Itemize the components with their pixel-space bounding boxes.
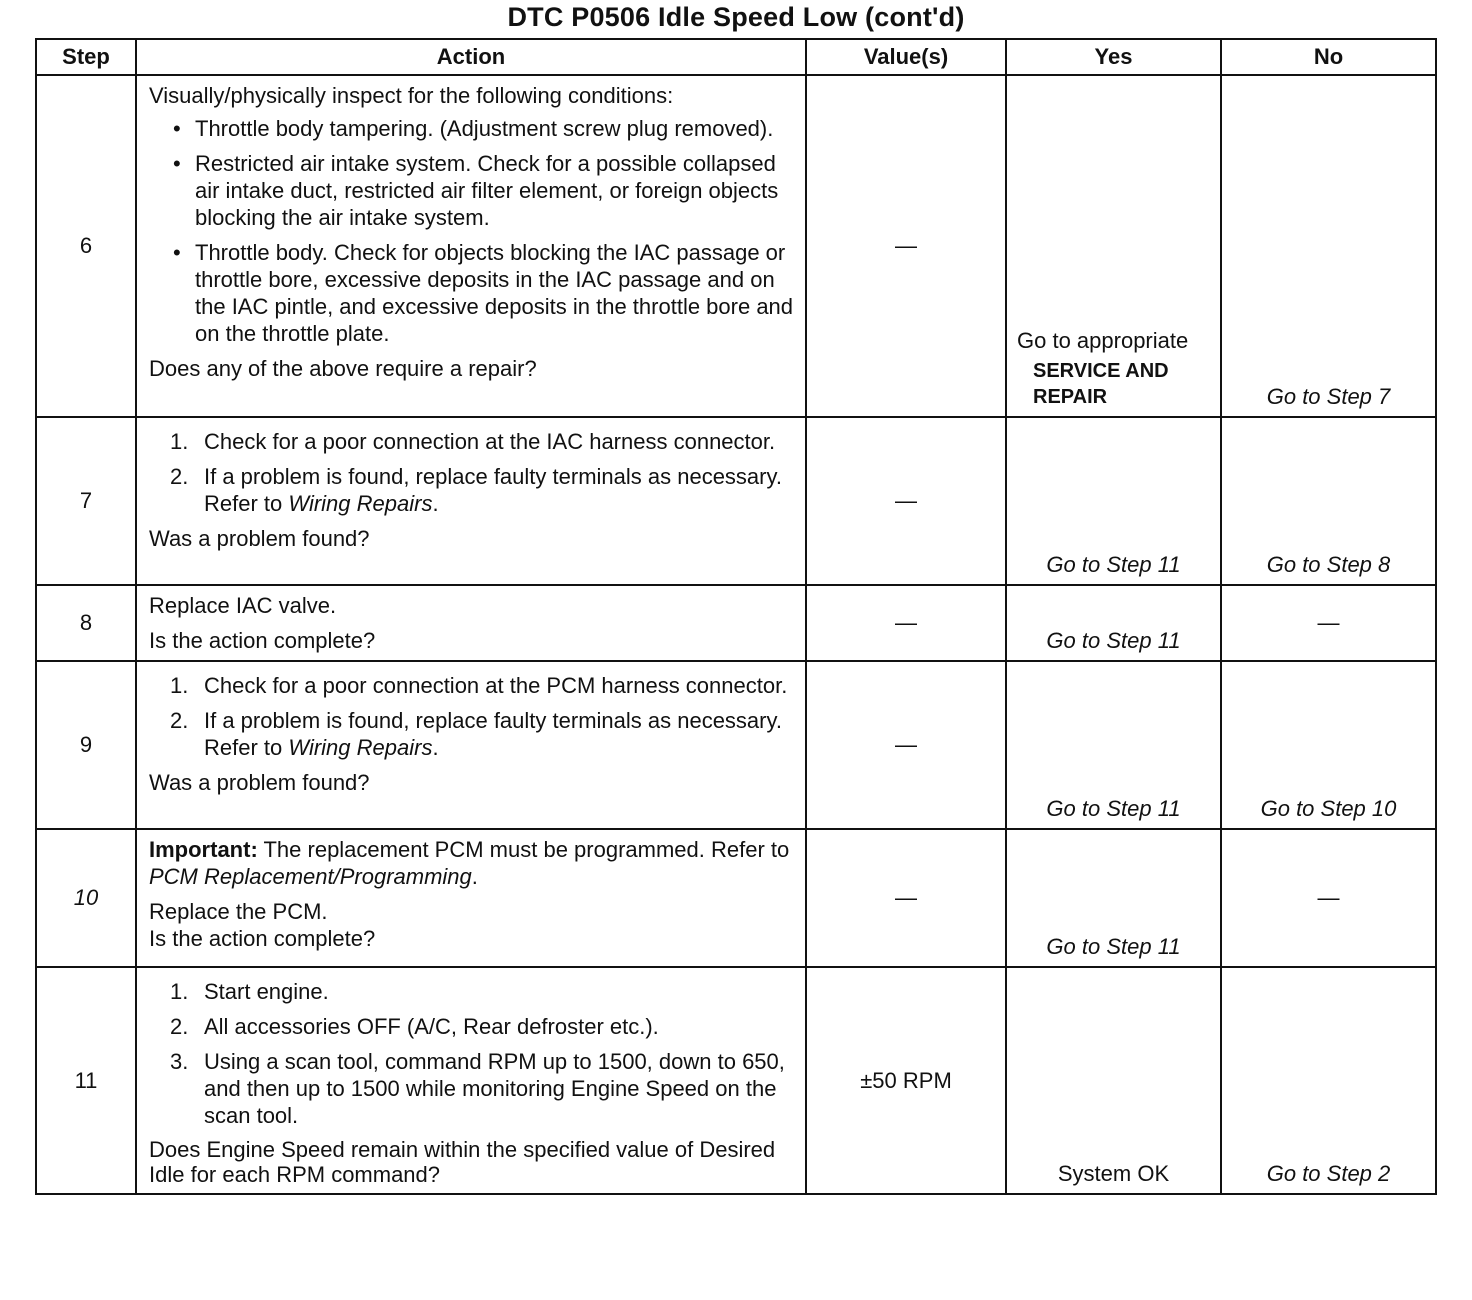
yes-cell: Go to Step 11 <box>1006 585 1221 661</box>
list-text: If a problem is found, replace faulty terminals as necessary. Refer to <box>204 464 782 516</box>
value-cell: — <box>806 661 1006 829</box>
yes-cell <box>1006 75 1221 417</box>
yes-cell: Go to Step 11 <box>1006 661 1221 829</box>
list-item: • Throttle body tampering. (Adjustment screw plug removed). <box>195 115 795 142</box>
action-question: Is the action complete? <box>149 628 376 653</box>
step-number: 8 <box>36 585 136 661</box>
action-text: Replace the PCM. <box>149 899 328 924</box>
condition-list <box>149 115 795 347</box>
action-question: Is the action complete? <box>149 926 376 951</box>
procedure-list <box>149 428 795 517</box>
yes-cell: System OK <box>1006 967 1221 1194</box>
action-question: Does Engine Speed remain within the specified value of Desired Idle for each RPM command? <box>149 1137 776 1187</box>
no-cell: Go to Step 7 <box>1221 75 1436 417</box>
col-header-step: Step <box>36 39 136 75</box>
list-item: • Throttle body. Check for objects blocking the IAC passage or throttle bore, excessive deposits in the IAC passage and on the IAC pintle, and excessive deposits in the throttle bore and on the throttle plate. <box>195 239 795 347</box>
no-cell: Go to Step 8 <box>1221 417 1436 585</box>
list-text: Check for a poor connection at the PCM harness connector. <box>204 673 788 698</box>
table-row <box>36 585 1436 661</box>
wiring-repairs-ref: Wiring Repairs <box>288 491 433 516</box>
list-text: All accessories OFF (A/C, Rear defroster etc.). <box>204 1014 659 1039</box>
col-header-values: Value(s) <box>806 39 1006 75</box>
table-row <box>36 829 1436 967</box>
list-number: 2. <box>170 708 189 733</box>
list-number: 3. <box>170 1049 189 1074</box>
action-cell <box>136 585 806 661</box>
list-number: 1. <box>170 429 189 454</box>
important-text: The replacement PCM must be programmed. Refer to <box>257 837 790 862</box>
step-number: 10 <box>36 829 136 967</box>
no-cell: Go to Step 2 <box>1221 967 1436 1194</box>
table-row <box>36 661 1436 829</box>
col-header-action: Action <box>136 39 806 75</box>
step-number: 6 <box>36 75 136 417</box>
table-row <box>36 967 1436 1194</box>
important-end: . <box>471 864 478 889</box>
action-question: Was a problem found? <box>149 770 370 795</box>
step-number: 9 <box>36 661 136 829</box>
list-number: 2. <box>170 1014 189 1039</box>
action-cell <box>136 967 806 1194</box>
value-cell: — <box>806 585 1006 661</box>
diagnostic-table <box>35 38 1437 1195</box>
list-text-end: . <box>432 491 439 516</box>
action-intro: Visually/physically inspect for the following conditions: <box>149 83 674 108</box>
action-cell <box>136 829 806 967</box>
list-text: Using a scan tool, command RPM up to 1500, down to 650, and then up to 1500 while monitoring Engine Speed on the scan tool. <box>204 1049 785 1128</box>
action-cell <box>136 75 806 417</box>
important-note <box>149 836 795 890</box>
service-repair-ref <box>1019 358 1220 410</box>
no-cell: — <box>1221 829 1436 967</box>
value-cell: — <box>806 417 1006 585</box>
list-item <box>170 1013 795 1040</box>
yes-cell: Go to Step 11 <box>1006 829 1221 967</box>
wiring-repairs-ref: Wiring Repairs <box>288 735 433 760</box>
value-cell: ±50 RPM <box>806 967 1006 1194</box>
action-question: Does any of the above require a repair? <box>149 356 537 381</box>
list-item <box>170 1048 795 1129</box>
important-label: Important: <box>149 837 258 862</box>
pcm-programming-ref: PCM Replacement/Programming <box>149 864 472 889</box>
list-text: Check for a poor connection at the IAC harness connector. <box>204 429 776 454</box>
list-item <box>170 428 795 455</box>
yes-text: Go to appropriate <box>1017 328 1189 353</box>
procedure-list <box>149 978 795 1129</box>
no-cell: — <box>1221 585 1436 661</box>
table-row <box>36 417 1436 585</box>
service-repair-line2: REPAIR <box>1033 386 1108 408</box>
list-number: 1. <box>170 673 189 698</box>
list-item <box>170 978 795 1005</box>
procedure-list <box>149 672 795 761</box>
list-item <box>170 463 795 517</box>
col-header-yes: Yes <box>1006 39 1221 75</box>
action-cell <box>136 661 806 829</box>
step-number: 11 <box>36 967 136 1194</box>
action-question: Was a problem found? <box>149 526 370 551</box>
value-cell: — <box>806 829 1006 967</box>
list-item: • Restricted air intake system. Check for a possible collapsed air intake duct, restricted air filter element, or foreign objects blocking the air intake system. <box>195 150 795 231</box>
action-cell <box>136 417 806 585</box>
list-text: Start engine. <box>204 979 329 1004</box>
col-header-no: No <box>1221 39 1436 75</box>
no-cell: Go to Step 10 <box>1221 661 1436 829</box>
list-item <box>170 672 795 699</box>
page-title: DTC P0506 Idle Speed Low (cont'd) <box>507 2 965 32</box>
list-text: If a problem is found, replace faulty terminals as necessary. Refer to <box>204 708 782 760</box>
yes-cell: Go to Step 11 <box>1006 417 1221 585</box>
step-number: 7 <box>36 417 136 585</box>
value-cell: — <box>806 75 1006 417</box>
service-repair-line1: SERVICE AND <box>1033 360 1169 382</box>
list-number: 1. <box>170 979 189 1004</box>
list-text-end: . <box>432 735 439 760</box>
list-number: 2. <box>170 464 189 489</box>
header-row <box>36 39 1436 75</box>
table-row <box>36 75 1436 417</box>
list-item <box>170 707 795 761</box>
action-text: Replace IAC valve. <box>149 593 337 618</box>
